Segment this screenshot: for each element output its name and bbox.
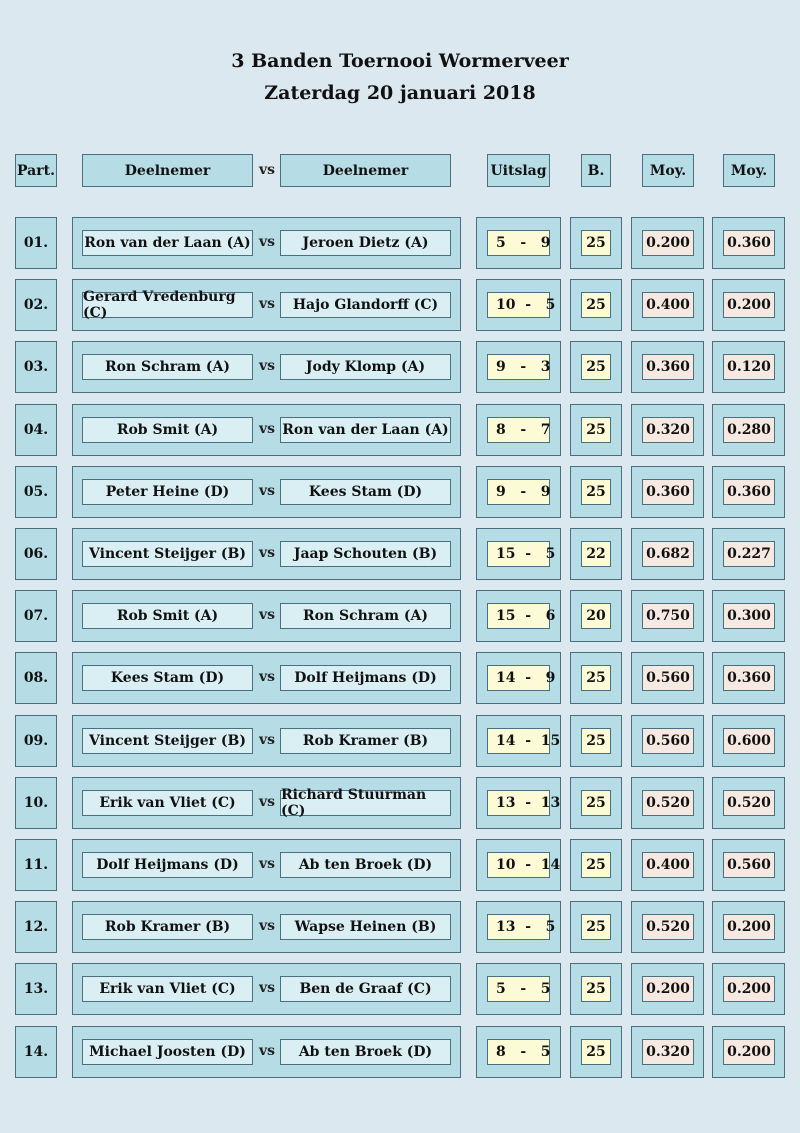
table-row [0, 590, 800, 642]
page-subtitle: Zaterdag 20 januari 2018 [264, 82, 536, 104]
moy2-value: 0.360 [723, 479, 775, 505]
player2-name: Jody Klomp (A) [280, 354, 451, 380]
table-row [0, 217, 800, 269]
player1-name: Vincent Steijger (B) [82, 541, 253, 567]
moy2-value: 0.520 [723, 790, 775, 816]
table-row [0, 404, 800, 456]
result-score: 15 - 5 [487, 541, 550, 567]
player2-name: Ben de Graaf (C) [280, 976, 451, 1002]
result-score: 10 - 5 [487, 292, 550, 318]
moy1-value: 0.400 [642, 852, 694, 878]
table-row [0, 963, 800, 1015]
player2-name: Jaap Schouten (B) [280, 541, 451, 567]
beurten-value: 25 [581, 790, 611, 816]
moy2-value: 0.600 [723, 728, 775, 754]
beurten-value: 25 [581, 665, 611, 691]
moy1-value: 0.520 [642, 790, 694, 816]
vs-label: vs [259, 607, 276, 623]
moy2-value: 0.200 [723, 976, 775, 1002]
moy1-value: 0.400 [642, 292, 694, 318]
moy2-value: 0.360 [723, 230, 775, 256]
beurten-value: 20 [581, 603, 611, 629]
vs-label: vs [259, 794, 276, 810]
game-number: 04. [15, 404, 57, 456]
moy2-value: 0.200 [723, 1039, 775, 1065]
player2-name: Kees Stam (D) [280, 479, 451, 505]
vs-label: vs [259, 358, 276, 374]
table-row [0, 279, 800, 331]
vs-label: vs [259, 483, 276, 499]
moy1-value: 0.320 [642, 417, 694, 443]
result-score: 9 - 3 [487, 354, 550, 380]
moy2-value: 0.200 [723, 914, 775, 940]
vs-label: vs [259, 296, 276, 312]
game-number: 13. [15, 963, 57, 1015]
table-row [0, 839, 800, 891]
player1-name: Gerard Vredenburg (C) [82, 292, 253, 318]
player2-name: Ab ten Broek (D) [280, 1039, 451, 1065]
moy1-value: 0.682 [642, 541, 694, 567]
result-score: 13 - 5 [487, 914, 550, 940]
table-row [0, 715, 800, 767]
beurten-value: 22 [581, 541, 611, 567]
vs-label: vs [259, 732, 276, 748]
player1-name: Rob Kramer (B) [82, 914, 253, 940]
game-number: 11. [15, 839, 57, 891]
vs-label: vs [259, 421, 276, 437]
header-result: Uitslag [487, 154, 550, 187]
game-number: 12. [15, 901, 57, 953]
result-score: 15 - 6 [487, 603, 550, 629]
header-moy2: Moy. [723, 154, 775, 187]
player1-name: Erik van Vliet (C) [82, 976, 253, 1002]
player2-name: Wapse Heinen (B) [280, 914, 451, 940]
beurten-value: 25 [581, 292, 611, 318]
header-player1: Deelnemer [82, 154, 253, 187]
vs-label: vs [259, 980, 276, 996]
game-number: 03. [15, 341, 57, 393]
result-score: 14 - 15 [487, 728, 550, 754]
table-row [0, 341, 800, 393]
moy1-value: 0.360 [642, 354, 694, 380]
table-row [0, 1026, 800, 1078]
moy1-value: 0.200 [642, 976, 694, 1002]
result-score: 14 - 9 [487, 665, 550, 691]
vs-label: vs [259, 856, 276, 872]
beurten-value: 25 [581, 852, 611, 878]
vs-label: vs [259, 669, 276, 685]
moy2-value: 0.360 [723, 665, 775, 691]
header-part: Part. [15, 154, 57, 187]
moy2-value: 0.200 [723, 292, 775, 318]
result-score: 10 - 14 [487, 852, 550, 878]
result-score: 8 - 7 [487, 417, 550, 443]
table-row [0, 777, 800, 829]
header-vs: vs [259, 162, 276, 178]
moy2-value: 0.300 [723, 603, 775, 629]
beurten-value: 25 [581, 417, 611, 443]
table-row [0, 652, 800, 704]
moy2-value: 0.227 [723, 541, 775, 567]
beurten-value: 25 [581, 728, 611, 754]
game-number: 01. [15, 217, 57, 269]
player2-name: Ron van der Laan (A) [280, 417, 451, 443]
moy1-value: 0.360 [642, 479, 694, 505]
moy2-value: 0.560 [723, 852, 775, 878]
vs-label: vs [259, 1043, 276, 1059]
player1-name: Michael Joosten (D) [82, 1039, 253, 1065]
vs-label: vs [259, 234, 276, 250]
result-score: 13 - 13 [487, 790, 550, 816]
beurten-value: 25 [581, 976, 611, 1002]
vs-label: vs [259, 918, 276, 934]
player1-name: Rob Smit (A) [82, 603, 253, 629]
player2-name: Richard Stuurman (C) [280, 790, 451, 816]
player2-name: Rob Kramer (B) [280, 728, 451, 754]
result-score: 5 - 5 [487, 976, 550, 1002]
game-number: 08. [15, 652, 57, 704]
moy1-value: 0.560 [642, 728, 694, 754]
beurten-value: 25 [581, 914, 611, 940]
table-row [0, 901, 800, 953]
game-number: 06. [15, 528, 57, 580]
moy1-value: 0.560 [642, 665, 694, 691]
game-number: 02. [15, 279, 57, 331]
player1-name: Kees Stam (D) [82, 665, 253, 691]
player1-name: Ron Schram (A) [82, 354, 253, 380]
result-score: 5 - 9 [487, 230, 550, 256]
beurten-value: 25 [581, 230, 611, 256]
player1-name: Dolf Heijmans (D) [82, 852, 253, 878]
player1-name: Erik van Vliet (C) [82, 790, 253, 816]
game-number: 09. [15, 715, 57, 767]
beurten-value: 25 [581, 354, 611, 380]
beurten-value: 25 [581, 479, 611, 505]
game-number: 10. [15, 777, 57, 829]
player2-name: Dolf Heijmans (D) [280, 665, 451, 691]
table-row [0, 466, 800, 518]
game-number: 14. [15, 1026, 57, 1078]
game-number: 07. [15, 590, 57, 642]
table-row [0, 528, 800, 580]
moy1-value: 0.520 [642, 914, 694, 940]
header-player2: Deelnemer [280, 154, 451, 187]
header-moy1: Moy. [642, 154, 694, 187]
moy1-value: 0.320 [642, 1039, 694, 1065]
result-score: 9 - 9 [487, 479, 550, 505]
moy1-value: 0.200 [642, 230, 694, 256]
player1-name: Peter Heine (D) [82, 479, 253, 505]
vs-label: vs [259, 545, 276, 561]
player2-name: Ab ten Broek (D) [280, 852, 451, 878]
player1-name: Ron van der Laan (A) [82, 230, 253, 256]
moy2-value: 0.120 [723, 354, 775, 380]
header-beurten: B. [581, 154, 611, 187]
player2-name: Jeroen Dietz (A) [280, 230, 451, 256]
beurten-value: 25 [581, 1039, 611, 1065]
page-title: 3 Banden Toernooi Wormerveer [231, 50, 569, 72]
result-score: 8 - 5 [487, 1039, 550, 1065]
moy1-value: 0.750 [642, 603, 694, 629]
game-number: 05. [15, 466, 57, 518]
player2-name: Hajo Glandorff (C) [280, 292, 451, 318]
player1-name: Rob Smit (A) [82, 417, 253, 443]
player2-name: Ron Schram (A) [280, 603, 451, 629]
moy2-value: 0.280 [723, 417, 775, 443]
player1-name: Vincent Steijger (B) [82, 728, 253, 754]
